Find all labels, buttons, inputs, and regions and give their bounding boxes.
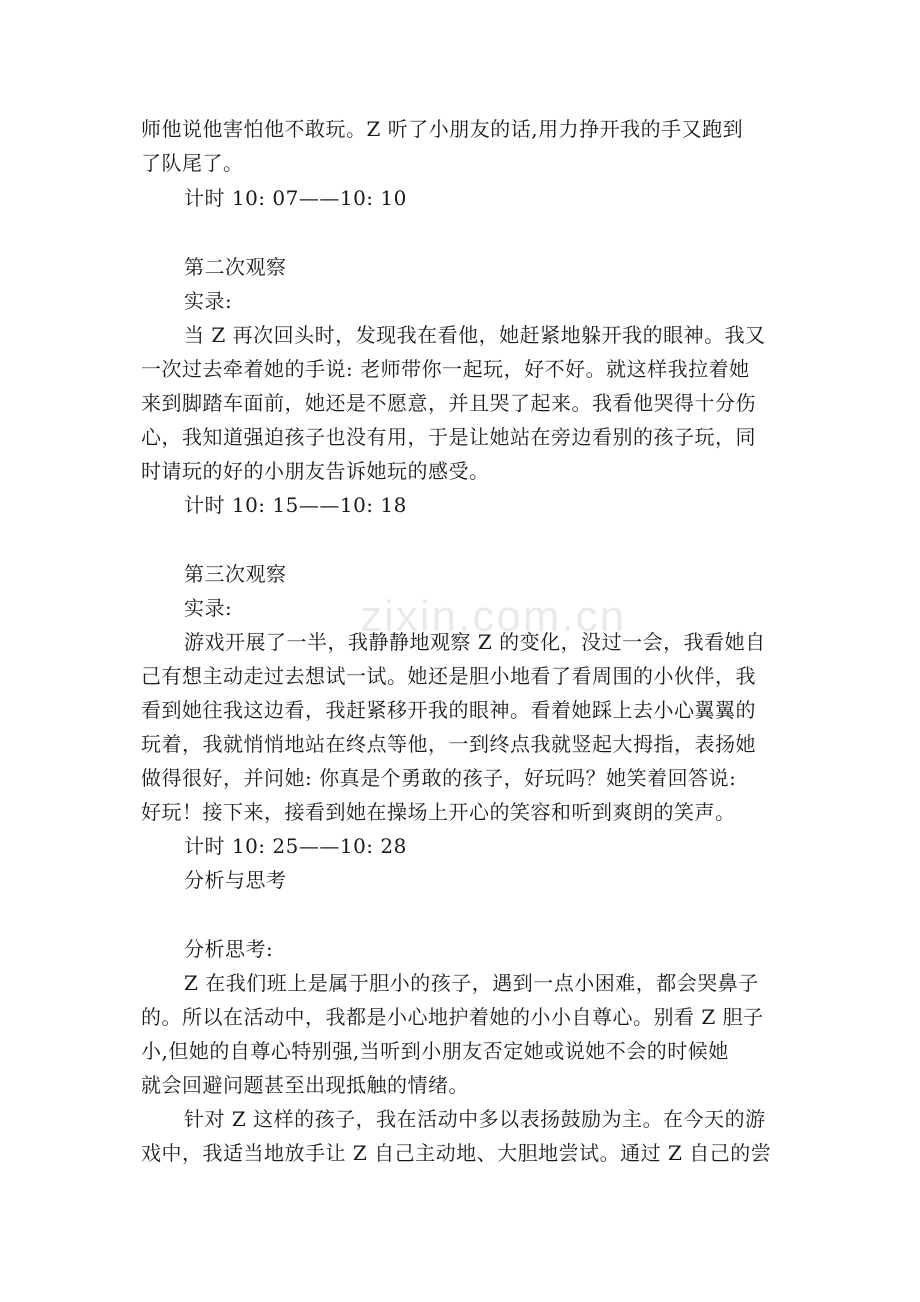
section-heading: 分析思考: <box>184 937 274 961</box>
timing-line: 计时 10: 07——10: 10 <box>184 186 407 210</box>
paragraph-line: 看到她往我这边看，我赶紧移开我的眼神。看着她踩上去小心翼翼的 <box>141 698 756 722</box>
paragraph-line: 的。所以在活动中，我都是小心地护着她的小小自尊心。别看 Z 胆子 <box>141 1005 764 1029</box>
paragraph-line: 玩着，我就悄悄地站在终点等他，一到终点我就竖起大拇指，表扬她 <box>141 732 756 756</box>
section-heading: 分析与思考 <box>184 868 287 892</box>
paragraph-line: 戏中，我适当地放手让 Z 自己主动地、大胆地尝试。通过 Z 自己的尝 <box>141 1141 772 1165</box>
timing-line: 计时 10: 15——10: 18 <box>184 493 407 517</box>
paragraph-line: 小,但她的自尊心特别强,当听到小朋友否定她或说她不会的时候她 <box>141 1039 729 1063</box>
paragraph-line: 就会回避问题甚至出现抵触的情绪。 <box>141 1073 469 1097</box>
paragraph-line: 做得很好，并问她: 你真是个勇敢的孩子，好玩吗？她笑着回答说: <box>141 766 737 790</box>
timing-line: 计时 10: 25——10: 28 <box>184 834 407 858</box>
paragraph-line: 针对 Z 这样的孩子，我在活动中多以表扬鼓励为主。在今天的游 <box>184 1107 766 1131</box>
paragraph-line: 当 Z 再次回头时，发现我在看他，她赶紧地躲开我的眼神。我又 <box>184 323 766 347</box>
watermark: zixin.com.cn <box>360 592 627 641</box>
paragraph-line: 一次过去牵着她的手说: 老师带你一起玩，好不好。就这样我拉着她 <box>141 357 750 381</box>
record-label: 实录: <box>184 596 233 620</box>
section-heading: 第二次观察 <box>184 255 287 279</box>
paragraph-line: 来到脚踏车面前，她还是不愿意，并且哭了起来。我看他哭得十分伤 <box>141 391 756 415</box>
paragraph-line: 己有想主动走过去想试一试。她还是胆小地看了看周围的小伙伴，我 <box>141 664 756 688</box>
paragraph-line: 了队尾了。 <box>141 151 244 175</box>
paragraph-line: 游戏开展了一半，我静静地观察 Z 的变化，没过一会，我看她自 <box>184 630 766 654</box>
paragraph-line: 好玩！接下来，接看到她在操场上开心的笑容和听到爽朗的笑声。 <box>141 800 736 824</box>
paragraph-line: 师他说他害怕他不敢玩。Z 听了小朋友的话,用力挣开我的手又跑到 <box>141 117 744 141</box>
paragraph-line: 心，我知道强迫孩子也没有用，于是让她站在旁边看别的孩子玩，同 <box>141 425 756 449</box>
paragraph-line: Z 在我们班上是属于胆小的孩子，遇到一点小困难，都会哭鼻子 <box>184 971 759 995</box>
record-label: 实录: <box>184 289 233 313</box>
paragraph-line: 时请玩的好的小朋友告诉她玩的感受。 <box>141 459 490 483</box>
section-heading: 第三次观察 <box>184 562 287 586</box>
